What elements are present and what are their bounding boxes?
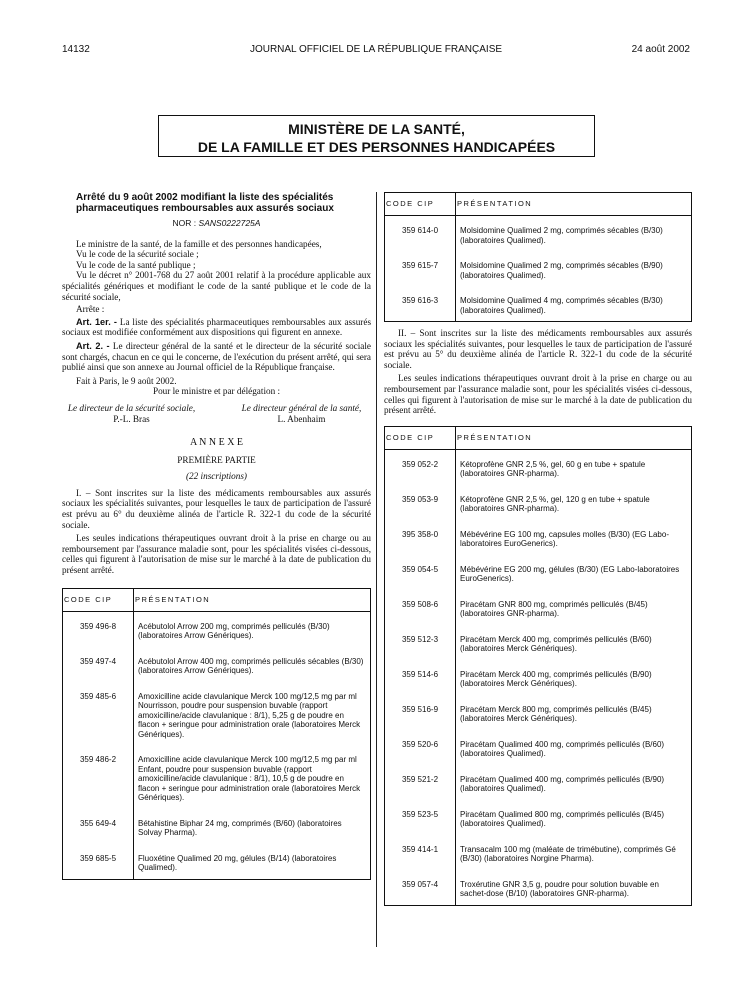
code-cip-cell: 359 486-2: [63, 745, 134, 809]
page-number: 14132: [62, 44, 90, 55]
table-row: [385, 870, 692, 906]
article-1: [62, 317, 371, 338]
vu-3: Vu le décret n° 2001-768 du 27 août 2001 relatif à la procédure applicable aux spécialités génériques et modifiant le code de la santé publique et le code de la sécurité sociale,: [62, 270, 371, 302]
annexe-heading: A N N E X E: [189, 437, 244, 449]
table-row: [385, 660, 692, 695]
presentation-cell: Molsidomine Qualimed 4 mg, comprimés sécables (B/30) (laboratoires Qualimed).: [456, 286, 692, 322]
code-cip-cell: 359 616-3: [385, 286, 456, 322]
table-row: [63, 682, 371, 746]
table-row: [63, 844, 371, 880]
right-column: [384, 192, 692, 906]
presentation-cell: Piracétam Qualimed 400 mg, comprimés pelliculés (B/60) (laboratoires Qualimed).: [456, 730, 692, 765]
partie-heading: PREMIÈRE PARTIE: [177, 454, 256, 465]
issue-date: 24 août 2002: [631, 44, 690, 55]
table-row: [385, 286, 692, 322]
signature-1-name: P.-L. Bras: [113, 413, 150, 424]
presentation-cell: Transacalm 100 mg (maléate de trimébutine), comprimés Gé (B/30) (laboratoires Norgine Pharma).: [456, 835, 692, 870]
presentation-cell: Molsidomine Qualimed 2 mg, comprimés sécables (B/90) (laboratoires Qualimed).: [456, 251, 692, 286]
presentation-cell: Piracétam Qualimed 400 mg, comprimés pelliculés (B/90) (laboratoires Qualimed).: [456, 765, 692, 800]
table-row: [385, 835, 692, 870]
table-row: [63, 809, 371, 844]
section-2-note: Les seules indications thérapeutiques ouvrant droit à la prise en charge ou au remboursement par l'assurance maladie sont, pour les spécialités visées ci-dessous, celles qui figurent à l'autorisation de mise sur le marché à la date de publication du présent arrêté.: [384, 373, 692, 416]
code-cip-cell: 359 497-4: [63, 647, 134, 682]
header-presentation: PRÉSENTATION: [134, 588, 371, 611]
section-1-note: Les seules indications thérapeutiques ouvrant droit à la prise en charge ou au remboursement par l'assurance maladie sont, pour les spécialités visées ci-dessous, celles qui figurent à l'autorisation de mise sur le marché à la date de publication du présent arrêté.: [62, 533, 371, 576]
code-cip-cell: 359 053-9: [385, 485, 456, 520]
table-row: [385, 520, 692, 555]
vu-1: Vu le code de la sécurité sociale ;: [76, 249, 199, 260]
signature-1: [62, 403, 201, 424]
table-right-top: [384, 192, 692, 322]
intro-text: Le ministre de la santé, de la famille et des personnes handicapées,: [76, 238, 322, 249]
presentation-cell: Piracétam Merck 400 mg, comprimés pelliculés (B/60) (laboratoires Merck Génériques).: [456, 625, 692, 660]
pour-line: Pour le ministre et par délégation :: [152, 386, 281, 397]
presentation-cell: Molsidomine Qualimed 2 mg, comprimés sécables (B/30) (laboratoires Qualimed).: [456, 216, 692, 252]
code-cip-cell: 359 414-1: [385, 835, 456, 870]
table-row: [385, 216, 692, 252]
code-cip-cell: 359 514-6: [385, 660, 456, 695]
presentation-cell: Kétoprofène GNR 2,5 %, gel, 120 g en tube + spatule (laboratoires GNR-pharma).: [456, 485, 692, 520]
article-1-text: La liste des spécialités pharmaceutiques remboursables aux assurés sociaux est modifiée conformément aux dispositions qui figurent en annexe.: [62, 316, 372, 338]
signature-2-role: Le directeur général de la santé,: [241, 402, 362, 413]
code-cip-cell: 359 052-2: [385, 449, 456, 485]
column-divider: [376, 192, 377, 947]
table-right-bottom: [384, 426, 692, 906]
header-code-cip: CODE CIP: [63, 588, 134, 611]
code-cip-cell: 395 358-0: [385, 520, 456, 555]
article-2: [62, 341, 371, 373]
signature-2-name: L. Abenhaim: [277, 413, 326, 424]
presentation-cell: Acébutolol Arrow 200 mg, comprimés pelliculés (B/30) (laboratoires Arrow Génériques).: [134, 611, 371, 647]
section-1-text: I. – Sont inscrites sur la liste des médicaments remboursables aux assurés sociaux les spécialités suivantes, pour lesquelles le taux de participation de l'assuré est prévu au 6° du deuxième alinéa de l'article R. 322-1 du code de la sécurité sociale.: [62, 487, 371, 530]
signature-2: [232, 403, 371, 424]
table-row: [385, 251, 692, 286]
arrete-title: Arrêté du 9 août 2002 modifiant la liste des spécialités pharmaceutiques remboursables aux assurés sociaux: [76, 192, 334, 214]
table-left: [62, 588, 371, 880]
table-row: [385, 625, 692, 660]
presentation-cell: Mébévérine EG 200 mg, gélules (B/30) (EG Labo-laboratoires EuroGenerics).: [456, 555, 692, 590]
article-1-label: Art. 1er. -: [76, 316, 117, 327]
header-presentation: PRÉSENTATION: [456, 193, 692, 216]
nor-label: NOR :: [172, 218, 197, 228]
table-row: [385, 449, 692, 485]
table-row: [385, 555, 692, 590]
article-2-label: Art. 2. -: [76, 340, 110, 351]
presentation-cell: Troxérutine GNR 3,5 g, poudre pour solution buvable en sachet-dose (B/10) (laboratoires GNR-pharma).: [456, 870, 692, 906]
signatures: [62, 403, 371, 424]
signature-1-role: Le directeur de la sécurité sociale,: [67, 402, 196, 413]
ministry-line2: DE LA FAMILLE ET DES PERSONNES HANDICAPÉES: [197, 139, 556, 155]
code-cip-cell: 359 508-6: [385, 590, 456, 625]
presentation-cell: Amoxicilline acide clavulanique Merck 100 mg/12,5 mg par ml Enfant, poudre pour suspension buvable (rapport amoxicilline/acide clavulanique : 8/1), 10,5 g de poudre en flacon + seringue pour administration orale (laboratoires Merck Génériques).: [134, 745, 371, 809]
presentation-cell: Amoxicilline acide clavulanique Merck 100 mg/12,5 mg par ml Nourrisson, poudre pour suspension buvable (rapport amoxicilline/acide clavulanique : 8/1), 5,25 g de poudre en flacon + seringue pour administration orale (laboratoires Merck Génériques).: [134, 682, 371, 746]
presentation-cell: Mébévérine EG 100 mg, capsules molles (B/30) (EG Labo-laboratoires EuroGenerics).: [456, 520, 692, 555]
nor-line: [62, 218, 371, 229]
ministry-line1: MINISTÈRE DE LA SANTÉ,: [288, 121, 465, 137]
code-cip-cell: 359 523-5: [385, 800, 456, 835]
article-2-text: Le directeur général de la santé et le directeur de la sécurité sociale sont chargés, chacun en ce qui le concerne, de l'exécution du présent arrêté, qui sera publié ainsi que son annexe au Journal officiel de la République française.: [62, 340, 371, 373]
code-cip-cell: 355 649-4: [63, 809, 134, 844]
table-row: [385, 730, 692, 765]
table-row: [385, 800, 692, 835]
table-row: [385, 765, 692, 800]
presentation-cell: Fluoxétine Qualimed 20 mg, gélules (B/14) (laboratoires Qualimed).: [134, 844, 371, 880]
code-cip-cell: 359 512-3: [385, 625, 456, 660]
presentation-cell: Piracétam Qualimed 800 mg, comprimés pelliculés (B/45) (laboratoires Qualimed).: [456, 800, 692, 835]
code-cip-cell: 359 520-6: [385, 730, 456, 765]
header-code-cip: CODE CIP: [385, 193, 456, 216]
presentation-cell: Piracétam GNR 800 mg, comprimés pelliculés (B/45) (laboratoires GNR-pharma).: [456, 590, 692, 625]
presentation-cell: Kétoprofène GNR 2,5 %, gel, 60 g en tube + spatule (laboratoires GNR-pharma).: [456, 449, 692, 485]
code-cip-cell: 359 054-5: [385, 555, 456, 590]
presentation-cell: Bétahistine Biphar 24 mg, comprimés (B/60) (laboratoires Solvay Pharma).: [134, 809, 371, 844]
code-cip-cell: 359 615-7: [385, 251, 456, 286]
table-row: [385, 695, 692, 730]
code-cip-cell: 359 685-5: [63, 844, 134, 880]
ministry-box: [158, 115, 595, 157]
journal-title: JOURNAL OFFICIEL DE LA RÉPUBLIQUE FRANÇAISE: [249, 44, 503, 55]
inscriptions-count: (22 inscriptions): [186, 471, 247, 482]
vu-2: Vu le code de la santé publique ;: [76, 259, 196, 270]
table-row: [63, 611, 371, 647]
header-code-cip: CODE CIP: [385, 426, 456, 449]
code-cip-cell: 359 614-0: [385, 216, 456, 252]
table-row: [385, 590, 692, 625]
presentation-cell: Piracétam Merck 800 mg, comprimés pelliculés (B/45) (laboratoires Merck Génériques).: [456, 695, 692, 730]
arrete-word: Arrête :: [76, 304, 105, 315]
header-presentation: PRÉSENTATION: [456, 426, 692, 449]
presentation-cell: Acébutolol Arrow 400 mg, comprimés pelliculés sécables (B/30) (laboratoires Arrow Génériques).: [134, 647, 371, 682]
code-cip-cell: 359 057-4: [385, 870, 456, 906]
table-row: [385, 485, 692, 520]
code-cip-cell: 359 521-2: [385, 765, 456, 800]
code-cip-cell: 359 496-8: [63, 611, 134, 647]
left-column: [62, 192, 371, 880]
nor-code: SANS0222725A: [198, 218, 261, 228]
table-row: [63, 745, 371, 809]
fait-line: Fait à Paris, le 9 août 2002.: [76, 375, 177, 386]
presentation-cell: Piracétam Merck 400 mg, comprimés pelliculés (B/90) (laboratoires Merck Génériques).: [456, 660, 692, 695]
table-row: [63, 647, 371, 682]
section-2-text: II. – Sont inscrites sur la liste des médicaments remboursables aux assurés sociaux les spécialités suivantes, pour lesquelles le taux de participation de l'assuré est prévu au 5° du deuxième alinéa de l'article R. 322-1 du code de la sécurité sociale.: [384, 328, 692, 370]
code-cip-cell: 359 485-6: [63, 682, 134, 746]
code-cip-cell: 359 516-9: [385, 695, 456, 730]
